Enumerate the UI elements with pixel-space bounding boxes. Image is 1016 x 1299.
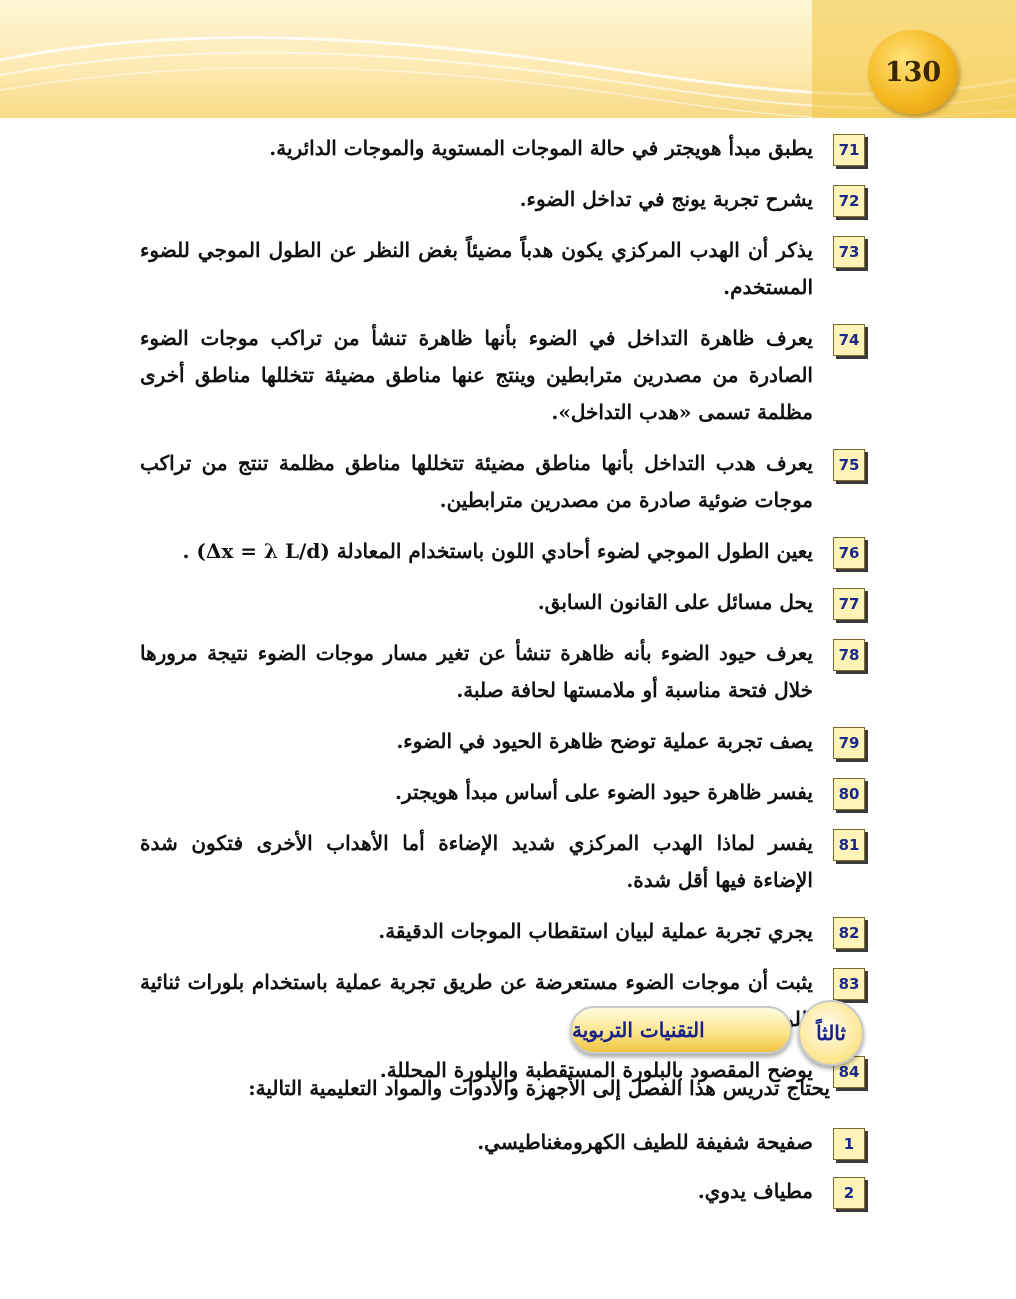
objectives-list xyxy=(140,130,865,1103)
item-number: 81 xyxy=(833,829,865,861)
item-text: يعرف ظاهرة التداخل في الضوء بأنها ظاهرة تنشأ من تراكب موجات الضوء الصادرة من مصدرين مترابطين وينتج عنها مناطق مضيئة تتخللها مناطق أخرى مظلمة تسمى «هدب التداخل». xyxy=(140,326,813,424)
item-text: يطبق مبدأ هويجتر في حالة الموجات المستوية والموجات الدائرية. xyxy=(269,136,813,160)
item-text: يصف تجربة عملية توضح ظاهرة الحيود في الضوء. xyxy=(396,729,813,753)
tools-list xyxy=(300,1124,865,1222)
item-number: 1 xyxy=(833,1128,865,1160)
item-tail: . xyxy=(182,539,190,563)
item-number: 79 xyxy=(833,727,865,759)
item-number: 82 xyxy=(833,917,865,949)
wavelength-formula: (Δx = λ L/d) xyxy=(196,539,330,563)
item-number: 72 xyxy=(833,185,865,217)
list-item xyxy=(140,774,865,811)
list-item xyxy=(300,1173,865,1210)
item-text: يحل مسائل على القانون السابق. xyxy=(537,590,813,614)
list-item xyxy=(140,723,865,760)
section-ordinal: ثالثاً xyxy=(798,1000,864,1066)
item-text: يعرف حيود الضوء بأنه ظاهرة تنشأ عن تغير مسار موجات الضوء نتيجة مرورها خلال فتحة مناسبة أو ملامستها لحافة صلبة. xyxy=(140,641,813,702)
item-number: 71 xyxy=(833,134,865,166)
item-number: 77 xyxy=(833,588,865,620)
item-number: 83 xyxy=(833,968,865,1000)
item-number: 2 xyxy=(833,1177,865,1209)
item-number: 76 xyxy=(833,537,865,569)
item-text: يثبت أن موجات الضوء مستعرضة عن طريق تجربة عملية باستخدام بلورات ثنائية xyxy=(140,970,813,994)
list-item xyxy=(140,232,865,306)
item-number: 74 xyxy=(833,324,865,356)
list-item xyxy=(140,913,865,950)
item-text: يعين الطول الموجي لضوء أحادي اللون باستخدام المعادلة xyxy=(336,539,813,563)
item-text: يوضح المقصود بالبلورة المستقطبة والبلورة المحللة. xyxy=(379,1058,813,1082)
list-item xyxy=(140,445,865,519)
header-band xyxy=(0,0,1016,118)
item-number: 84 xyxy=(833,1056,865,1088)
section-title: التقنيات التربوية xyxy=(570,1006,792,1054)
section-heading xyxy=(570,1000,866,1066)
list-item xyxy=(300,1124,865,1161)
page-number: 130 xyxy=(868,30,958,114)
item-text: يذكر أن الهدب المركزي يكون هدباً مضيئاً بغض النظر عن الطول الموجي للضوء المستخدم. xyxy=(140,238,813,299)
item-text: يفسر ظاهرة حيود الضوء على أساس مبدأ هويجتر. xyxy=(395,780,813,804)
item-number: 80 xyxy=(833,778,865,810)
item-text: يجري تجربة عملية لبيان استقطاب الموجات الدقيقة. xyxy=(378,919,813,943)
item-text: يعرف هدب التداخل بأنها مناطق مضيئة تتخللها مناطق مظلمة تنتج من تراكب موجات ضوئية صادرة من مصدرين مترابطين. xyxy=(140,451,813,512)
header-wave-decoration xyxy=(0,0,1016,118)
list-item xyxy=(140,130,865,167)
section-intro: يحتاج تدريس هذا الفصل إلى الأجهزة والأدوات والمواد التعليمية التالية: xyxy=(248,1076,830,1100)
item-text: مطياف يدوي. xyxy=(697,1179,813,1203)
item-text: صفيحة شفيفة للطيف الكهرومغناطيسي. xyxy=(477,1130,813,1154)
item-number: 78 xyxy=(833,639,865,671)
item-text: يشرح تجربة يونج في تداخل الضوء. xyxy=(519,187,813,211)
list-item xyxy=(140,635,865,709)
list-item xyxy=(140,584,865,621)
item-number: 73 xyxy=(833,236,865,268)
list-item xyxy=(140,825,865,899)
list-item xyxy=(140,320,865,431)
item-number: 75 xyxy=(833,449,865,481)
list-item xyxy=(140,533,865,570)
item-text: يفسر لماذا الهدب المركزي شديد الإضاءة أما الأهداب الأخرى فتكون شدة الإضاءة فيها أقل شدة. xyxy=(140,831,813,892)
list-item xyxy=(140,181,865,218)
